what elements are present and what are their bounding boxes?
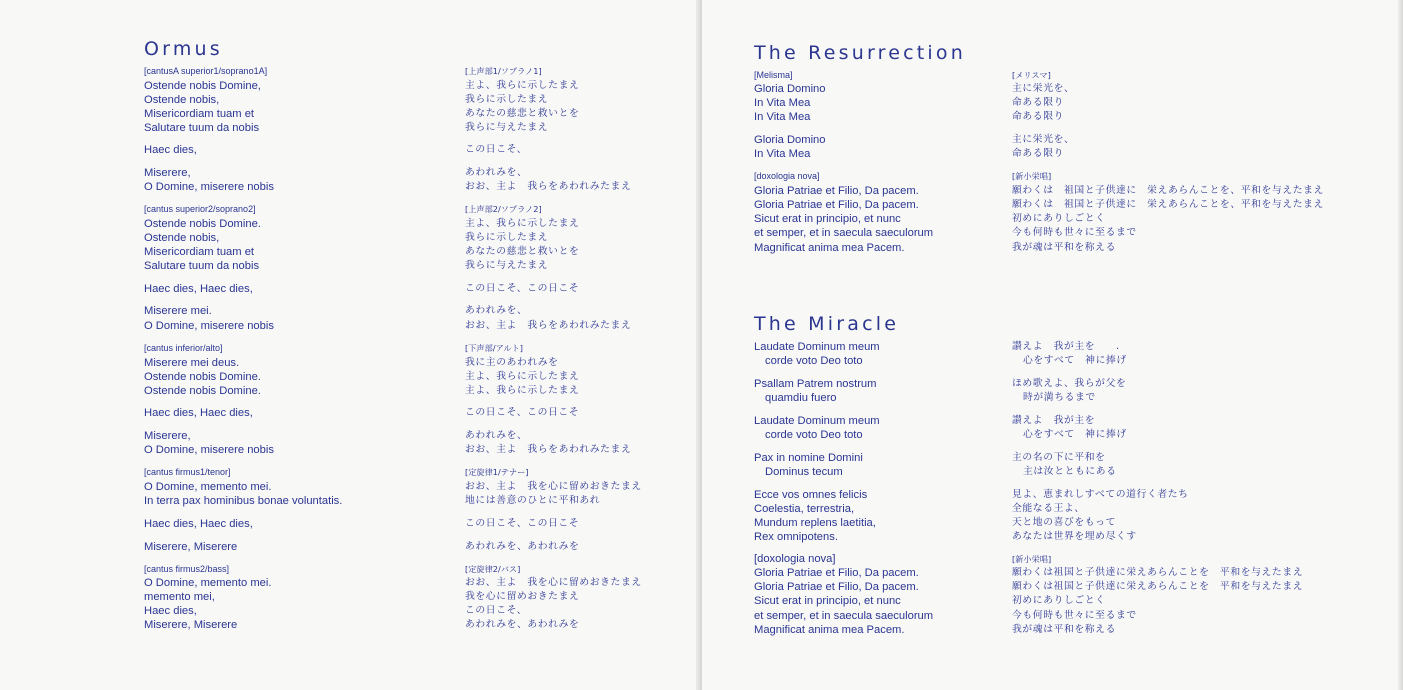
part-label: [定旋律2/バス] (465, 564, 521, 574)
page-edge (1398, 0, 1403, 690)
lyric-line: Miserere, (144, 430, 191, 442)
lyric-line: あわれみを、 (465, 305, 528, 316)
lyric-line: あなたの慈悲と救いとを (465, 108, 580, 119)
right-page (702, 0, 1403, 690)
lyric-line: おお、主よ 我らをあわれみたまえ (465, 181, 632, 192)
lyric-line: 主よ、我らに示したまえ (465, 385, 580, 396)
lyric-line: In Vita Mea (754, 97, 811, 109)
lyric-line: Ostende nobis, (144, 94, 220, 106)
part-label: [上声部1/ソプラノ1] (465, 66, 542, 76)
lyric-line: In terra pax hominibus bonae voluntatis. (144, 495, 343, 507)
lyric-line: 全能なる王よ、 (1012, 503, 1085, 514)
lyric-line: Dominus tecum (765, 466, 843, 478)
left-page (0, 0, 700, 690)
lyric-line: O Domine, miserere nobis (144, 444, 274, 456)
lyric-line: 讃えよ 我が主を . (1012, 341, 1120, 352)
lyric-line: 讃えよ 我が主を (1012, 415, 1096, 426)
lyric-line: Miserere mei. (144, 305, 212, 317)
lyric-line: Magnificat anima mea Pacem. (754, 242, 905, 254)
part-label: [新小栄唱] (1012, 554, 1052, 564)
lyric-line: この日こそ、 (465, 144, 528, 155)
lyric-line: 主の名の下に平和を (1012, 452, 1106, 463)
lyric-line: Sicut erat in principio, et nunc (754, 595, 901, 607)
lyric-line: Mundum replens laetitia, (754, 517, 876, 529)
lyric-line: Ostende nobis Domine. (144, 371, 261, 383)
part-label: [cantusA superior1/soprano1A] (144, 66, 268, 76)
lyric-line: 我が魂は平和を称える (1012, 624, 1116, 635)
part-label: [新小栄唱] (1012, 171, 1052, 181)
lyric-line: 見よ、恵まれしすべての道行く者たち (1012, 489, 1189, 500)
lyric-line: 主よ、我らに示したまえ (465, 80, 580, 91)
lyric-line: Coelestia, terrestria, (754, 503, 855, 515)
lyric-line: Miserere, Miserere (144, 619, 238, 631)
lyric-line: Sicut erat in principio, et nunc (754, 213, 901, 225)
lyric-line: 願わくは祖国と子供達に栄えあらんことを 平和を与えたまえ (1012, 567, 1304, 578)
lyric-line: Haec dies, Haec dies, (144, 283, 253, 295)
lyric-line: [doxologia nova] (754, 553, 836, 565)
lyric-line: 主に栄光を、 (1012, 134, 1075, 145)
lyric-line: 願わくは祖国と子供達に栄えあらんことを 平和を与えたまえ (1012, 581, 1304, 592)
lyric-line: おお、主よ 我らをあわれみたまえ (465, 444, 632, 455)
lyric-line: 我を心に留めおきたまえ (465, 591, 580, 602)
lyric-line: Gloria Patriae et Filio, Da pacem. (754, 199, 919, 211)
lyric-line: Ostende nobis, (144, 232, 220, 244)
lyric-line: この日こそ、この日こそ (465, 407, 580, 418)
lyric-line: Misericordiam tuam et (144, 246, 255, 258)
lyric-line: あわれみを、あわれみを (465, 541, 580, 552)
lyric-line: 我が魂は平和を称える (1012, 242, 1116, 253)
lyric-line: et semper, et in saecula saeculorum (754, 227, 934, 239)
part-label: [Melisma] (754, 70, 793, 80)
lyric-line: Salutare tuum da nobis (144, 260, 260, 272)
lyric-line: memento mei, (144, 591, 215, 603)
lyric-line: Rex omnipotens. (754, 531, 838, 543)
lyric-line: 心をすべて 神に捧げ (1023, 429, 1127, 440)
part-label: [doxologia nova] (754, 171, 820, 181)
lyric-line: おお、主よ 我を心に留めおきたまえ (465, 577, 642, 588)
lyric-line: 命ある限り (1012, 111, 1064, 122)
lyric-line: Haec dies, Haec dies, (144, 407, 253, 419)
lyric-line: 今も何時も世々に至るまで (1012, 610, 1137, 621)
lyric-line: In Vita Mea (754, 148, 811, 160)
lyric-line: Laudate Dominum meum (754, 341, 880, 353)
lyric-line: Miserere, Miserere (144, 541, 238, 553)
lyric-line: 主は汝とともにある (1023, 466, 1117, 477)
lyric-line: Ostende nobis Domine, (144, 80, 261, 92)
lyric-line: Magnificat anima mea Pacem. (754, 624, 905, 636)
lyric-line: O Domine, miserere nobis (144, 320, 274, 332)
lyric-line: Ostende nobis Domine. (144, 218, 261, 230)
lyric-line: Haec dies, Haec dies, (144, 518, 253, 530)
lyric-line: おお、主よ 我を心に留めおきたまえ (465, 481, 642, 492)
lyric-line: 命ある限り (1012, 97, 1064, 108)
part-label: [cantus firmus2/bass] (144, 564, 230, 574)
lyric-line: corde voto Deo toto (765, 355, 863, 367)
miracle-title: The Miracle (754, 313, 900, 335)
lyric-line: Haec dies, (144, 144, 197, 156)
lyric-line: Pax in nomine Domini (754, 452, 863, 464)
lyric-line: Ostende nobis Domine. (144, 385, 261, 397)
lyric-line: 我らに与えたまえ (465, 122, 549, 133)
lyric-line: Misericordiam tuam et (144, 108, 255, 120)
lyric-line: おお、主よ 我らをあわれみたまえ (465, 320, 632, 331)
lyric-line: 命ある限り (1012, 148, 1064, 159)
lyric-line: あわれみを、あわれみを (465, 619, 580, 630)
lyric-line: 初めにありしごとく (1012, 595, 1106, 606)
lyric-line: ほめ歌えよ、我らが父を (1012, 378, 1127, 389)
lyric-line: この日こそ、この日こそ (465, 283, 580, 294)
part-label: [下声部/アルト] (465, 343, 523, 353)
lyric-line: Laudate Dominum meum (754, 415, 880, 427)
lyric-line: Haec dies, (144, 605, 197, 617)
part-label: [上声部2/ソプラノ2] (465, 204, 542, 214)
lyric-line: 我らに与えたまえ (465, 260, 549, 271)
lyric-line: O Domine, memento mei. (144, 577, 272, 589)
lyric-line: 我らに示したまえ (465, 232, 549, 243)
lyric-line: Gloria Patriae et Filio, Da pacem. (754, 567, 919, 579)
lyric-line: あなたの慈悲と救いとを (465, 246, 580, 257)
lyric-line: 天と地の喜びをもって (1012, 517, 1116, 528)
lyric-line: あなたは世界を埋め尽くす (1012, 531, 1137, 542)
lyric-line: 我らに示したまえ (465, 94, 549, 105)
lyric-line: 心をすべて 神に捧げ (1023, 355, 1127, 366)
lyric-line: Gloria Patriae et Filio, Da pacem. (754, 185, 919, 197)
lyric-line: Gloria Domino (754, 83, 826, 95)
lyric-line: この日こそ、 (465, 605, 528, 616)
lyric-line: Gloria Domino (754, 134, 826, 146)
lyric-line: 時が満ちるまで (1023, 392, 1096, 403)
part-label: [cantus superior2/soprano2] (144, 204, 256, 214)
lyric-line: Psallam Patrem nostrum (754, 378, 877, 390)
lyric-line: Miserere, (144, 167, 191, 179)
lyric-line: あわれみを、 (465, 430, 528, 441)
ormus-title: Ormus (144, 38, 223, 60)
lyric-line: Salutare tuum da nobis (144, 122, 260, 134)
lyric-line: 主に栄光を、 (1012, 83, 1075, 94)
lyric-line: O Domine, miserere nobis (144, 181, 274, 193)
lyric-line: 我に主のあわれみを (465, 357, 559, 368)
lyric-line: Gloria Patriae et Filio, Da pacem. (754, 581, 919, 593)
part-label: [メリスマ] (1012, 70, 1051, 80)
lyric-line: In Vita Mea (754, 111, 811, 123)
lyric-line: あわれみを、 (465, 167, 528, 178)
lyric-line: corde voto Deo toto (765, 429, 863, 441)
part-label: [cantus inferior/alto] (144, 343, 223, 353)
lyric-line: 地には善意のひとに平和あれ (465, 495, 601, 506)
part-label: [定旋律1/テナー] (465, 467, 529, 477)
lyric-line: et semper, et in saecula saeculorum (754, 610, 934, 622)
lyric-line: 願わくは 祖国と子供達に 栄えあらんことを、平和を与えたまえ (1012, 185, 1324, 196)
lyric-line: 主よ、我らに示したまえ (465, 218, 580, 229)
lyric-line: Miserere mei deus. (144, 357, 240, 369)
part-label: [cantus firmus1/tenor] (144, 467, 231, 477)
lyric-line: O Domine, memento mei. (144, 481, 272, 493)
resurrection-title: The Resurrection (754, 42, 966, 64)
lyric-line: quamdiu fuero (765, 392, 837, 404)
lyric-line: 今も何時も世々に至るまで (1012, 227, 1137, 238)
lyric-line: Ecce vos omnes felicis (754, 489, 868, 501)
lyric-line: この日こそ、この日こそ (465, 518, 580, 529)
lyric-line: 初めにありしごとく (1012, 213, 1106, 224)
lyric-line: 願わくは 祖国と子供達に 栄えあらんことを、平和を与えたまえ (1012, 199, 1324, 210)
lyric-line: 主よ、我らに示したまえ (465, 371, 580, 382)
